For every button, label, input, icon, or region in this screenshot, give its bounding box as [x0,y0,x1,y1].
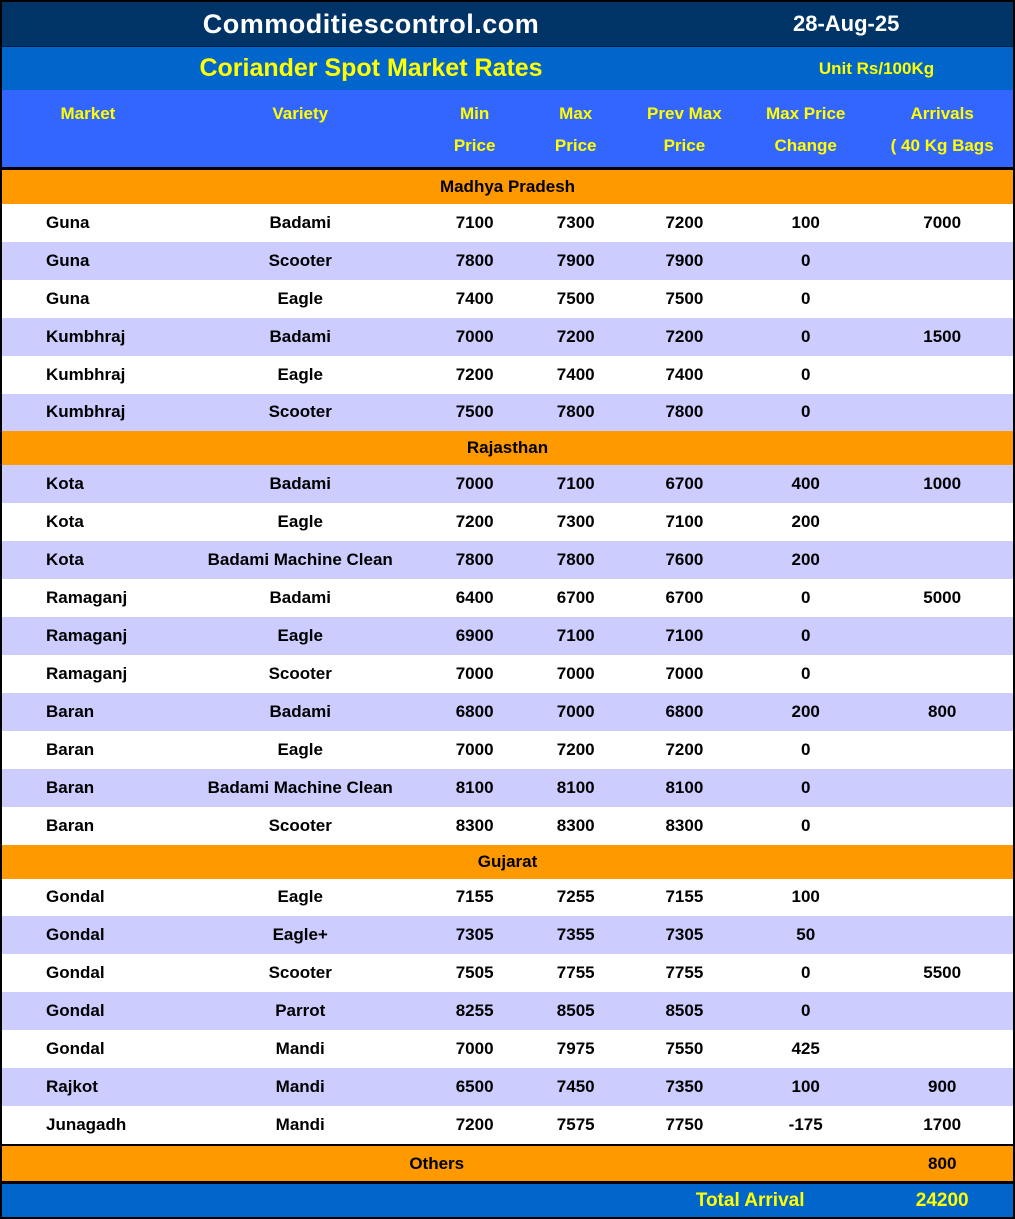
cell-market: Baran [46,701,95,721]
cell-market: Baran [46,739,95,759]
cell-prev-max-price: 7200 [665,739,704,759]
cell-variety: Eagle [277,288,323,308]
section-header: Madhya Pradesh [2,170,1013,204]
cell-max-price: 7900 [556,250,595,270]
cell-prev-max-price: 7155 [665,887,704,907]
cell-market: Kumbhraj [46,402,126,422]
cell-market: Guna [46,250,90,270]
column-header-min-price [427,90,523,167]
cell-arrivals: 1500 [923,326,962,346]
cell-market: Gondal [46,1039,105,1059]
cell-market: Baran [46,815,95,835]
cell-max-price: 7200 [556,739,595,759]
cell-arrivals: 1700 [923,1114,962,1134]
column-header-line: Arrivals [910,104,974,123]
table-row [2,242,1013,280]
column-header-line: Market [60,104,116,123]
cell-variety: Scooter [268,963,332,983]
cell-min-price: 8255 [455,1001,494,1021]
cell-prev-max-price: 7305 [665,925,704,945]
cell-market: Kumbhraj [46,364,126,384]
cell-max-price-change: 200 [791,512,820,532]
cell-max-price-change: 0 [800,626,811,646]
cell-min-price: 8300 [455,815,494,835]
cell-variety: Badami [269,474,331,494]
cell-prev-max-price: 8300 [665,815,704,835]
table-row [2,465,1013,503]
cell-arrivals: 5500 [923,963,962,983]
site-title: Commoditiescontrol.com [202,8,540,39]
table-body [2,170,1013,1144]
column-header-variety [174,90,427,167]
report-title: Coriander Spot Market Rates [199,54,543,82]
table-row [2,954,1013,992]
cell-variety: Eagle [277,887,323,907]
cell-max-price: 7755 [556,963,595,983]
total-arrival-value: 24200 [915,1189,969,1211]
cell-market: Ramaganj [46,626,128,646]
cell-max-price-change: 0 [800,288,811,308]
cell-prev-max-price: 7755 [665,963,704,983]
cell-market: Kota [46,474,84,494]
total-arrival-label: Total Arrival [695,1189,805,1211]
cell-min-price: 6500 [455,1076,494,1096]
cell-variety: Scooter [268,250,332,270]
cell-variety: Eagle+ [272,925,328,945]
table-row [2,1106,1013,1144]
others-arrivals-value: 800 [928,1153,957,1173]
report-title-bar [2,47,1013,90]
cell-max-price-change: -175 [788,1114,823,1134]
cell-max-price-change: 200 [791,550,820,570]
cell-min-price: 6900 [455,626,494,646]
cell-prev-max-price: 7550 [665,1039,704,1059]
table-row [2,807,1013,845]
cell-max-price: 8300 [556,815,595,835]
cell-max-price: 8505 [556,1001,595,1021]
cell-prev-max-price: 7350 [665,1076,704,1096]
others-label: Others [409,1153,465,1173]
cell-max-price-change: 100 [791,212,820,232]
column-header-max-price-change [740,90,871,167]
cell-prev-max-price: 6700 [665,474,704,494]
section-header: Rajasthan [2,431,1013,465]
cell-max-price-change: 0 [800,1001,811,1021]
cell-market: Junagadh [46,1114,127,1134]
cell-market: Guna [46,288,90,308]
cell-variety: Eagle [277,364,323,384]
cell-max-price-change: 0 [800,777,811,797]
cell-prev-max-price: 7200 [665,212,704,232]
column-header-line: Max Price [766,104,846,123]
cell-prev-max-price: 7750 [665,1114,704,1134]
others-row [2,1144,1013,1181]
cell-prev-max-price: 7900 [665,250,704,270]
cell-variety: Scooter [268,815,332,835]
cell-prev-max-price: 7500 [665,288,704,308]
column-header-line: Price [453,136,496,155]
cell-min-price: 7000 [455,739,494,759]
cell-max-price-change: 0 [800,250,811,270]
cell-variety: Badami Machine Clean [207,550,393,570]
cell-prev-max-price: 7200 [665,326,704,346]
table-row [2,1030,1013,1068]
cell-market: Gondal [46,887,105,907]
cell-prev-max-price: 7600 [665,550,704,570]
cell-arrivals: 900 [927,1076,957,1096]
cell-variety: Eagle [277,739,323,759]
cell-max-price-change: 0 [800,963,811,983]
cell-min-price: 7400 [455,288,494,308]
column-header-line: Min [459,104,490,123]
table-row [2,916,1013,954]
cell-max-price: 7100 [556,474,595,494]
cell-market: Rajkot [46,1076,98,1096]
report-date: 28-Aug-25 [792,11,900,36]
cell-variety: Mandi [275,1114,325,1134]
cell-max-price-change: 0 [800,326,811,346]
cell-market: Ramaganj [46,663,128,683]
cell-max-price-change: 100 [791,1076,820,1096]
cell-max-price: 8100 [556,777,595,797]
cell-min-price: 7000 [455,1039,494,1059]
cell-max-price: 7100 [556,626,595,646]
table-row [2,579,1013,617]
cell-max-price: 7975 [556,1039,595,1059]
column-header-arrivals [871,90,1013,167]
cell-max-price-change: 0 [800,364,811,384]
cell-variety: Badami Machine Clean [207,777,393,797]
cell-market: Kota [46,550,84,570]
column-header-line: Change [774,136,837,155]
cell-max-price: 7300 [556,212,595,232]
cell-max-price: 6700 [556,588,595,608]
cell-market: Gondal [46,963,105,983]
table-row [2,693,1013,731]
cell-min-price: 7505 [455,963,494,983]
cell-market: Kota [46,512,84,532]
cell-variety: Parrot [275,1001,326,1021]
table-row [2,204,1013,242]
cell-min-price: 6800 [455,701,494,721]
cell-max-price: 7575 [556,1114,595,1134]
cell-market: Ramaganj [46,588,128,608]
column-header-line: Price [554,136,597,155]
cell-max-price-change: 100 [791,887,820,907]
cell-min-price: 7500 [455,402,494,422]
cell-prev-max-price: 6700 [665,588,704,608]
cell-arrivals: 800 [927,701,957,721]
table-row [2,731,1013,769]
cell-min-price: 7305 [455,925,494,945]
cell-market: Gondal [46,925,105,945]
cell-variety: Badami [269,588,331,608]
cell-max-price: 7800 [556,402,595,422]
cell-prev-max-price: 7800 [665,402,704,422]
cell-arrivals: 5000 [923,588,962,608]
cell-arrivals: 1000 [923,474,962,494]
cell-max-price: 7255 [556,887,595,907]
cell-market: Baran [46,777,95,797]
cell-max-price-change: 0 [800,815,811,835]
cell-min-price: 7000 [455,663,494,683]
cell-min-price: 7800 [455,550,494,570]
cell-min-price: 7155 [455,887,494,907]
cell-variety: Badami [269,326,331,346]
cell-min-price: 8100 [455,777,494,797]
cell-max-price: 7200 [556,326,595,346]
cell-max-price-change: 0 [800,663,811,683]
cell-prev-max-price: 8100 [665,777,704,797]
cell-max-price-change: 50 [796,925,816,945]
cell-market: Guna [46,212,90,232]
cell-min-price: 7200 [455,512,494,532]
column-header-prev-max-price [629,90,740,167]
cell-min-price: 6400 [455,588,494,608]
cell-variety: Badami [269,701,331,721]
cell-max-price: 7800 [556,550,595,570]
cell-max-price-change: 0 [800,402,811,422]
total-arrival-bar [2,1181,1013,1217]
table-row [2,318,1013,356]
column-header-row [2,90,1013,167]
cell-prev-max-price: 8505 [665,1001,704,1021]
top-header-bar [2,2,1013,47]
cell-max-price-change: 425 [791,1039,820,1059]
column-header-market [2,90,174,167]
cell-prev-max-price: 6800 [665,701,704,721]
table-row [2,394,1013,432]
cell-max-price-change: 0 [800,588,811,608]
section-header: Gujarat [2,845,1013,879]
column-header-max-price [523,90,629,167]
cell-variety: Eagle [277,512,323,532]
column-header-line: Variety [272,104,329,123]
cell-max-price: 7000 [556,663,595,683]
cell-market: Gondal [46,1001,105,1021]
table-row [2,769,1013,807]
cell-variety: Badami [269,212,331,232]
cell-arrivals: 7000 [923,212,962,232]
cell-max-price: 7355 [556,925,595,945]
table-row [2,617,1013,655]
cell-market: Kumbhraj [46,326,126,346]
table-row [2,280,1013,318]
cell-variety: Mandi [275,1039,325,1059]
cell-min-price: 7200 [455,364,494,384]
table-row [2,356,1013,394]
cell-min-price: 7100 [455,212,494,232]
table-row [2,1068,1013,1106]
cell-min-price: 7000 [455,326,494,346]
cell-prev-max-price: 7400 [665,364,704,384]
cell-max-price-change: 200 [791,701,820,721]
cell-prev-max-price: 7100 [665,512,704,532]
column-header-line: Prev Max [647,104,722,123]
cell-max-price: 7500 [556,288,595,308]
cell-prev-max-price: 7000 [665,663,704,683]
table-row [2,655,1013,693]
cell-max-price: 7300 [556,512,595,532]
cell-variety: Scooter [268,402,332,422]
table-row [2,541,1013,579]
table-row [2,879,1013,917]
cell-max-price: 7000 [556,701,595,721]
cell-variety: Mandi [275,1076,325,1096]
cell-variety: Scooter [268,663,332,683]
cell-max-price-change: 400 [791,474,820,494]
unit-label: Unit Rs/100Kg [818,58,935,78]
cell-max-price: 7400 [556,364,595,384]
column-header-line: Max [559,104,593,123]
cell-min-price: 7000 [455,474,494,494]
column-header-line: ( 40 Kg Bags [890,136,994,155]
cell-variety: Eagle [277,626,323,646]
table-row [2,992,1013,1030]
cell-max-price-change: 0 [800,739,811,759]
cell-min-price: 7800 [455,250,494,270]
column-header-line: Price [663,136,706,155]
cell-max-price: 7450 [556,1076,595,1096]
table-row [2,503,1013,541]
cell-min-price: 7200 [455,1114,494,1134]
cell-prev-max-price: 7100 [665,626,704,646]
